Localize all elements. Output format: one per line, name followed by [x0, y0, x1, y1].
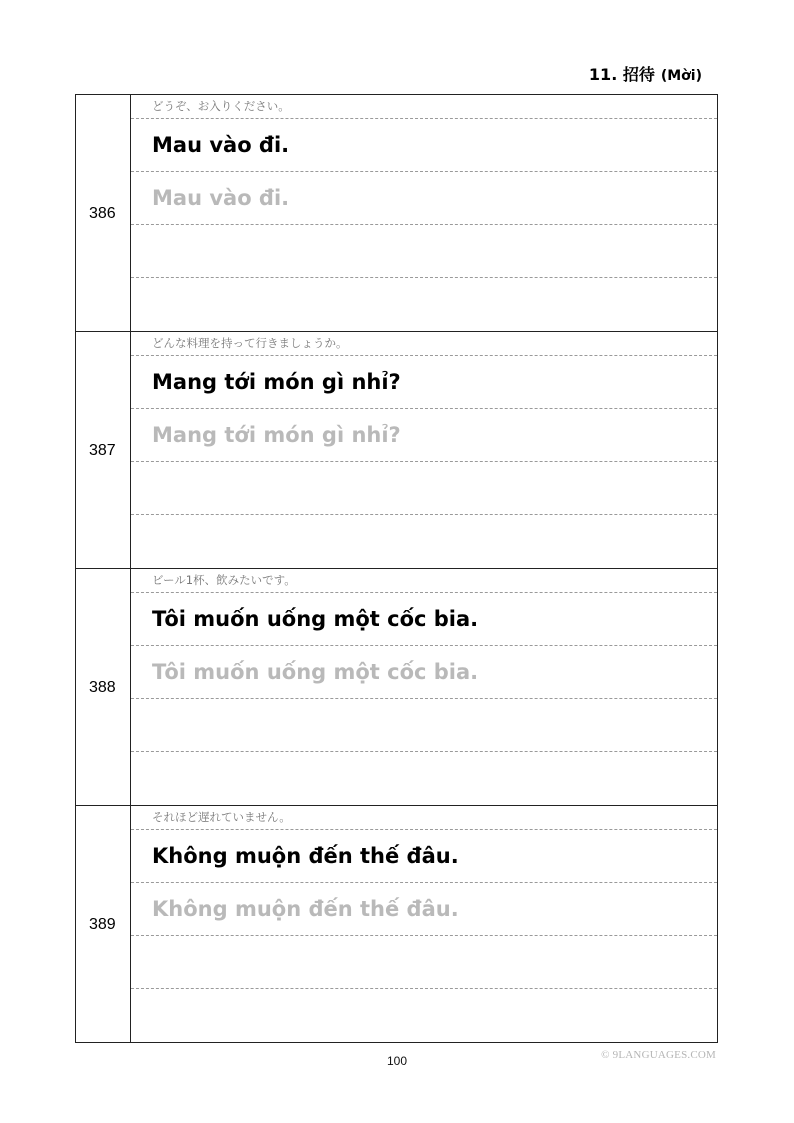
blank-writing-line — [131, 699, 717, 752]
trace-sentence: Mau vào đi. — [131, 172, 717, 225]
copyright-notice: © 9LANGUAGES.COM — [601, 1049, 716, 1061]
entry-number: 386 — [76, 95, 131, 331]
practice-entry — [76, 95, 717, 332]
vietnamese-sentence: Không muộn đến thế đâu. — [131, 830, 717, 883]
trace-sentence: Tôi muốn uống một cốc bia. — [131, 646, 717, 699]
practice-entry — [76, 332, 717, 569]
chapter-heading — [589, 62, 702, 85]
writing-lines — [131, 95, 717, 331]
chapter-title: 11. 招待 — [588, 65, 655, 84]
writing-lines — [131, 332, 717, 568]
practice-entry — [76, 569, 717, 806]
page-number: 100 — [386, 1054, 408, 1068]
entry-number: 388 — [76, 569, 131, 805]
practice-entry — [76, 806, 717, 1043]
japanese-hint: どうぞ、お入りください。 — [131, 95, 717, 119]
blank-writing-line — [131, 278, 717, 330]
trace-sentence: Không muộn đến thế đâu. — [131, 883, 717, 936]
blank-writing-line — [131, 515, 717, 567]
vietnamese-sentence: Mang tới món gì nhỉ? — [131, 356, 717, 409]
writing-lines — [131, 806, 717, 1042]
japanese-hint: どんな料理を持って行きましょうか。 — [131, 332, 717, 356]
trace-sentence: Mang tới món gì nhỉ? — [131, 409, 717, 462]
blank-writing-line — [131, 936, 717, 989]
writing-lines — [131, 569, 717, 805]
blank-writing-line — [131, 225, 717, 278]
blank-writing-line — [131, 752, 717, 804]
entry-number: 389 — [76, 806, 131, 1042]
entry-number: 387 — [76, 332, 131, 568]
practice-worksheet — [75, 94, 718, 1043]
blank-writing-line — [131, 989, 717, 1041]
japanese-hint: ビール1杯、飲みたいです。 — [131, 569, 717, 593]
blank-writing-line — [131, 462, 717, 515]
japanese-hint: それほど遅れていません。 — [131, 806, 717, 830]
vietnamese-sentence: Tôi muốn uống một cốc bia. — [131, 593, 717, 646]
chapter-subtitle: (Mời) — [660, 68, 702, 84]
vietnamese-sentence: Mau vào đi. — [131, 119, 717, 172]
